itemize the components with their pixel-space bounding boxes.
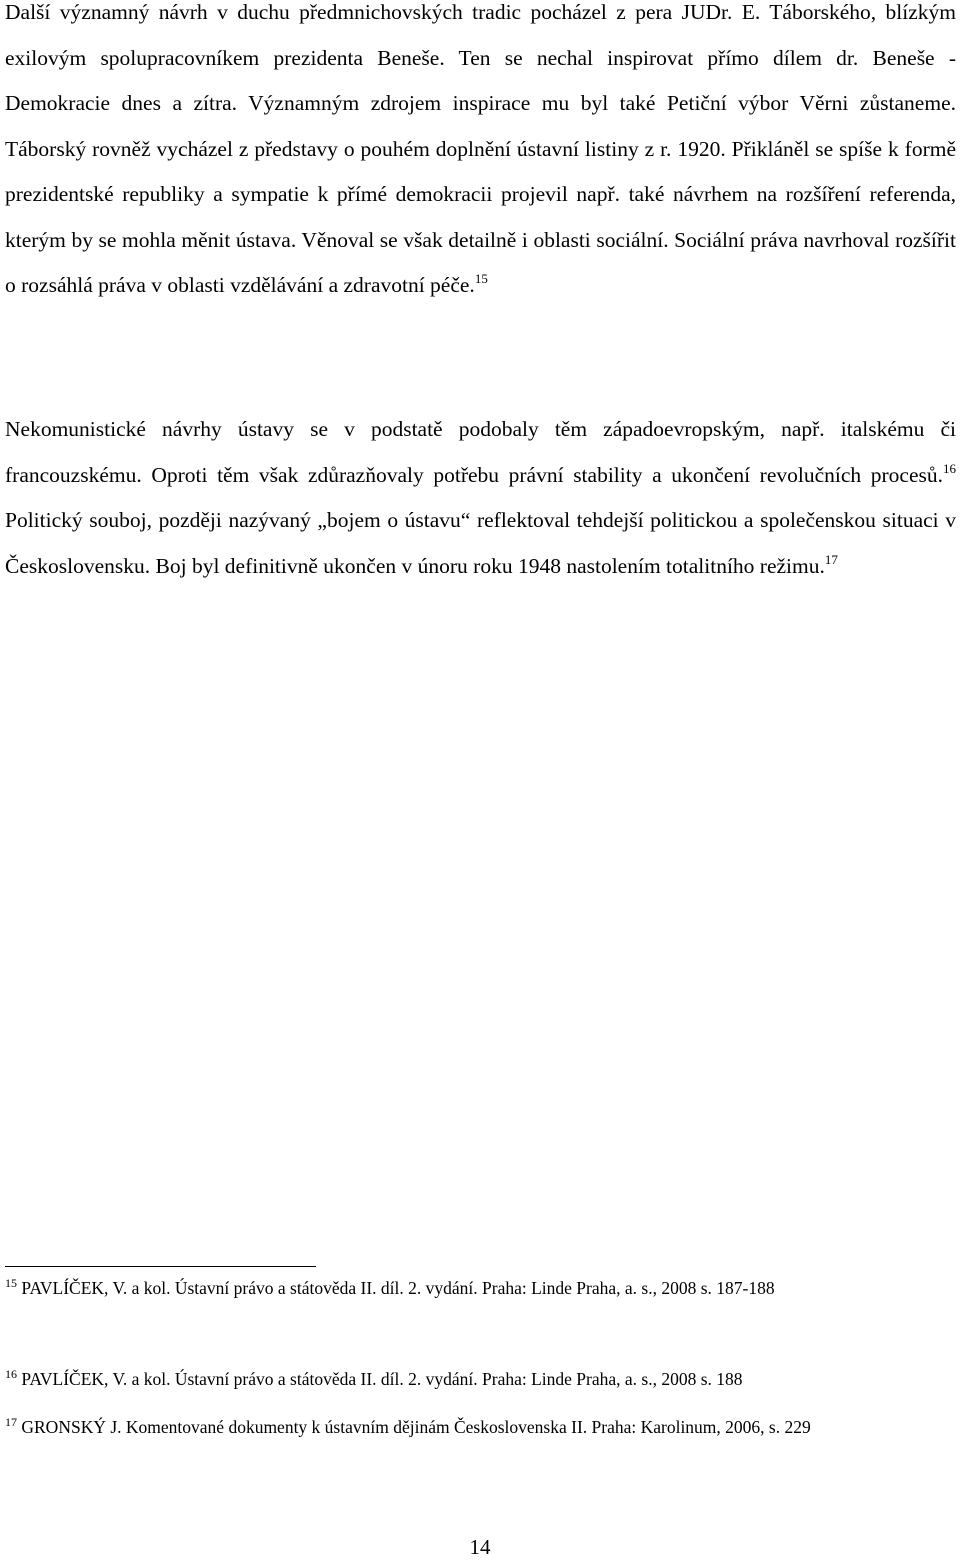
footnote-text: PAVLÍČEK, V. a kol. Ústavní právo a státověda II. díl. 2. vydání. Praha: Linde Praha, a. s., 2008 s. 188 [21,1369,743,1389]
paragraph-text: Další významný návrh v duchu předmnichovských tradic pocházel z pera JUDr. E. Táborského, blízkým exilovým spolupracovníkem prezidenta Beneše. Ten se nechal inspirovat přímo dílem dr. Beneše - Demokracie dnes a zítra. Významným zdrojem inspirace mu byl také Petiční výbor Věrni zůstaneme. Táborský rovněž vycházel z představy o pouhém doplnění ústavní listiny z r. 1920. Přikláněl se spíše k formě prezidentské republiky a sympatie k přímé demokracii projevil např. také návrhem na rozšíření referenda, kterým by se mohla měnit ústava. Věnoval se však detailně i oblasti sociální. Sociální práva navrhoval rozšířit o rozsáhlá práva v oblasti vzdělávání a zdravotní péče. [5,0,956,297]
footnote [5,1409,956,1446]
footnote-separator [5,1266,316,1267]
footnote-number: 15 [5,1276,17,1290]
paragraph-text: Politický souboj, později nazývaný „bojem o ústavu“ reflektoval tehdejší politickou a společenskou situaci v Československu. Boj byl definitivně ukončen v únoru roku 1948 nastolením totalitního režimu. [5,508,956,578]
footnote-reference[interactable]: 15 [474,271,488,286]
footnote-reference[interactable]: 16 [943,460,956,476]
footnote-number: 16 [5,1367,17,1381]
footnote [5,1361,956,1398]
footnote [5,1270,956,1307]
footnote-text: GRONSKÝ J. Komentované dokumenty k ústavním dějinám Československa II. Praha: Karolinum, 2006, s. 229 [21,1417,811,1437]
page-number: 14 [469,1535,491,1559]
paragraph-text: Nekomunistické návrhy ústavy se v podstatě podobaly těm západoevropským, např. italskému či francouzskému. Oproti těm však zdůrazňovaly potřebu právní stability a ukončení revolučních procesů. [5,417,956,487]
body-paragraph [5,0,956,309]
footnote-text: PAVLÍČEK, V. a kol. Ústavní právo a státověda II. díl. 2. vydání. Praha: Linde Praha, a. s., 2008 s. 187-188 [21,1278,775,1298]
body-paragraph [5,407,956,589]
footnote-reference[interactable]: 17 [824,551,838,567]
footnote-number: 17 [5,1415,17,1429]
